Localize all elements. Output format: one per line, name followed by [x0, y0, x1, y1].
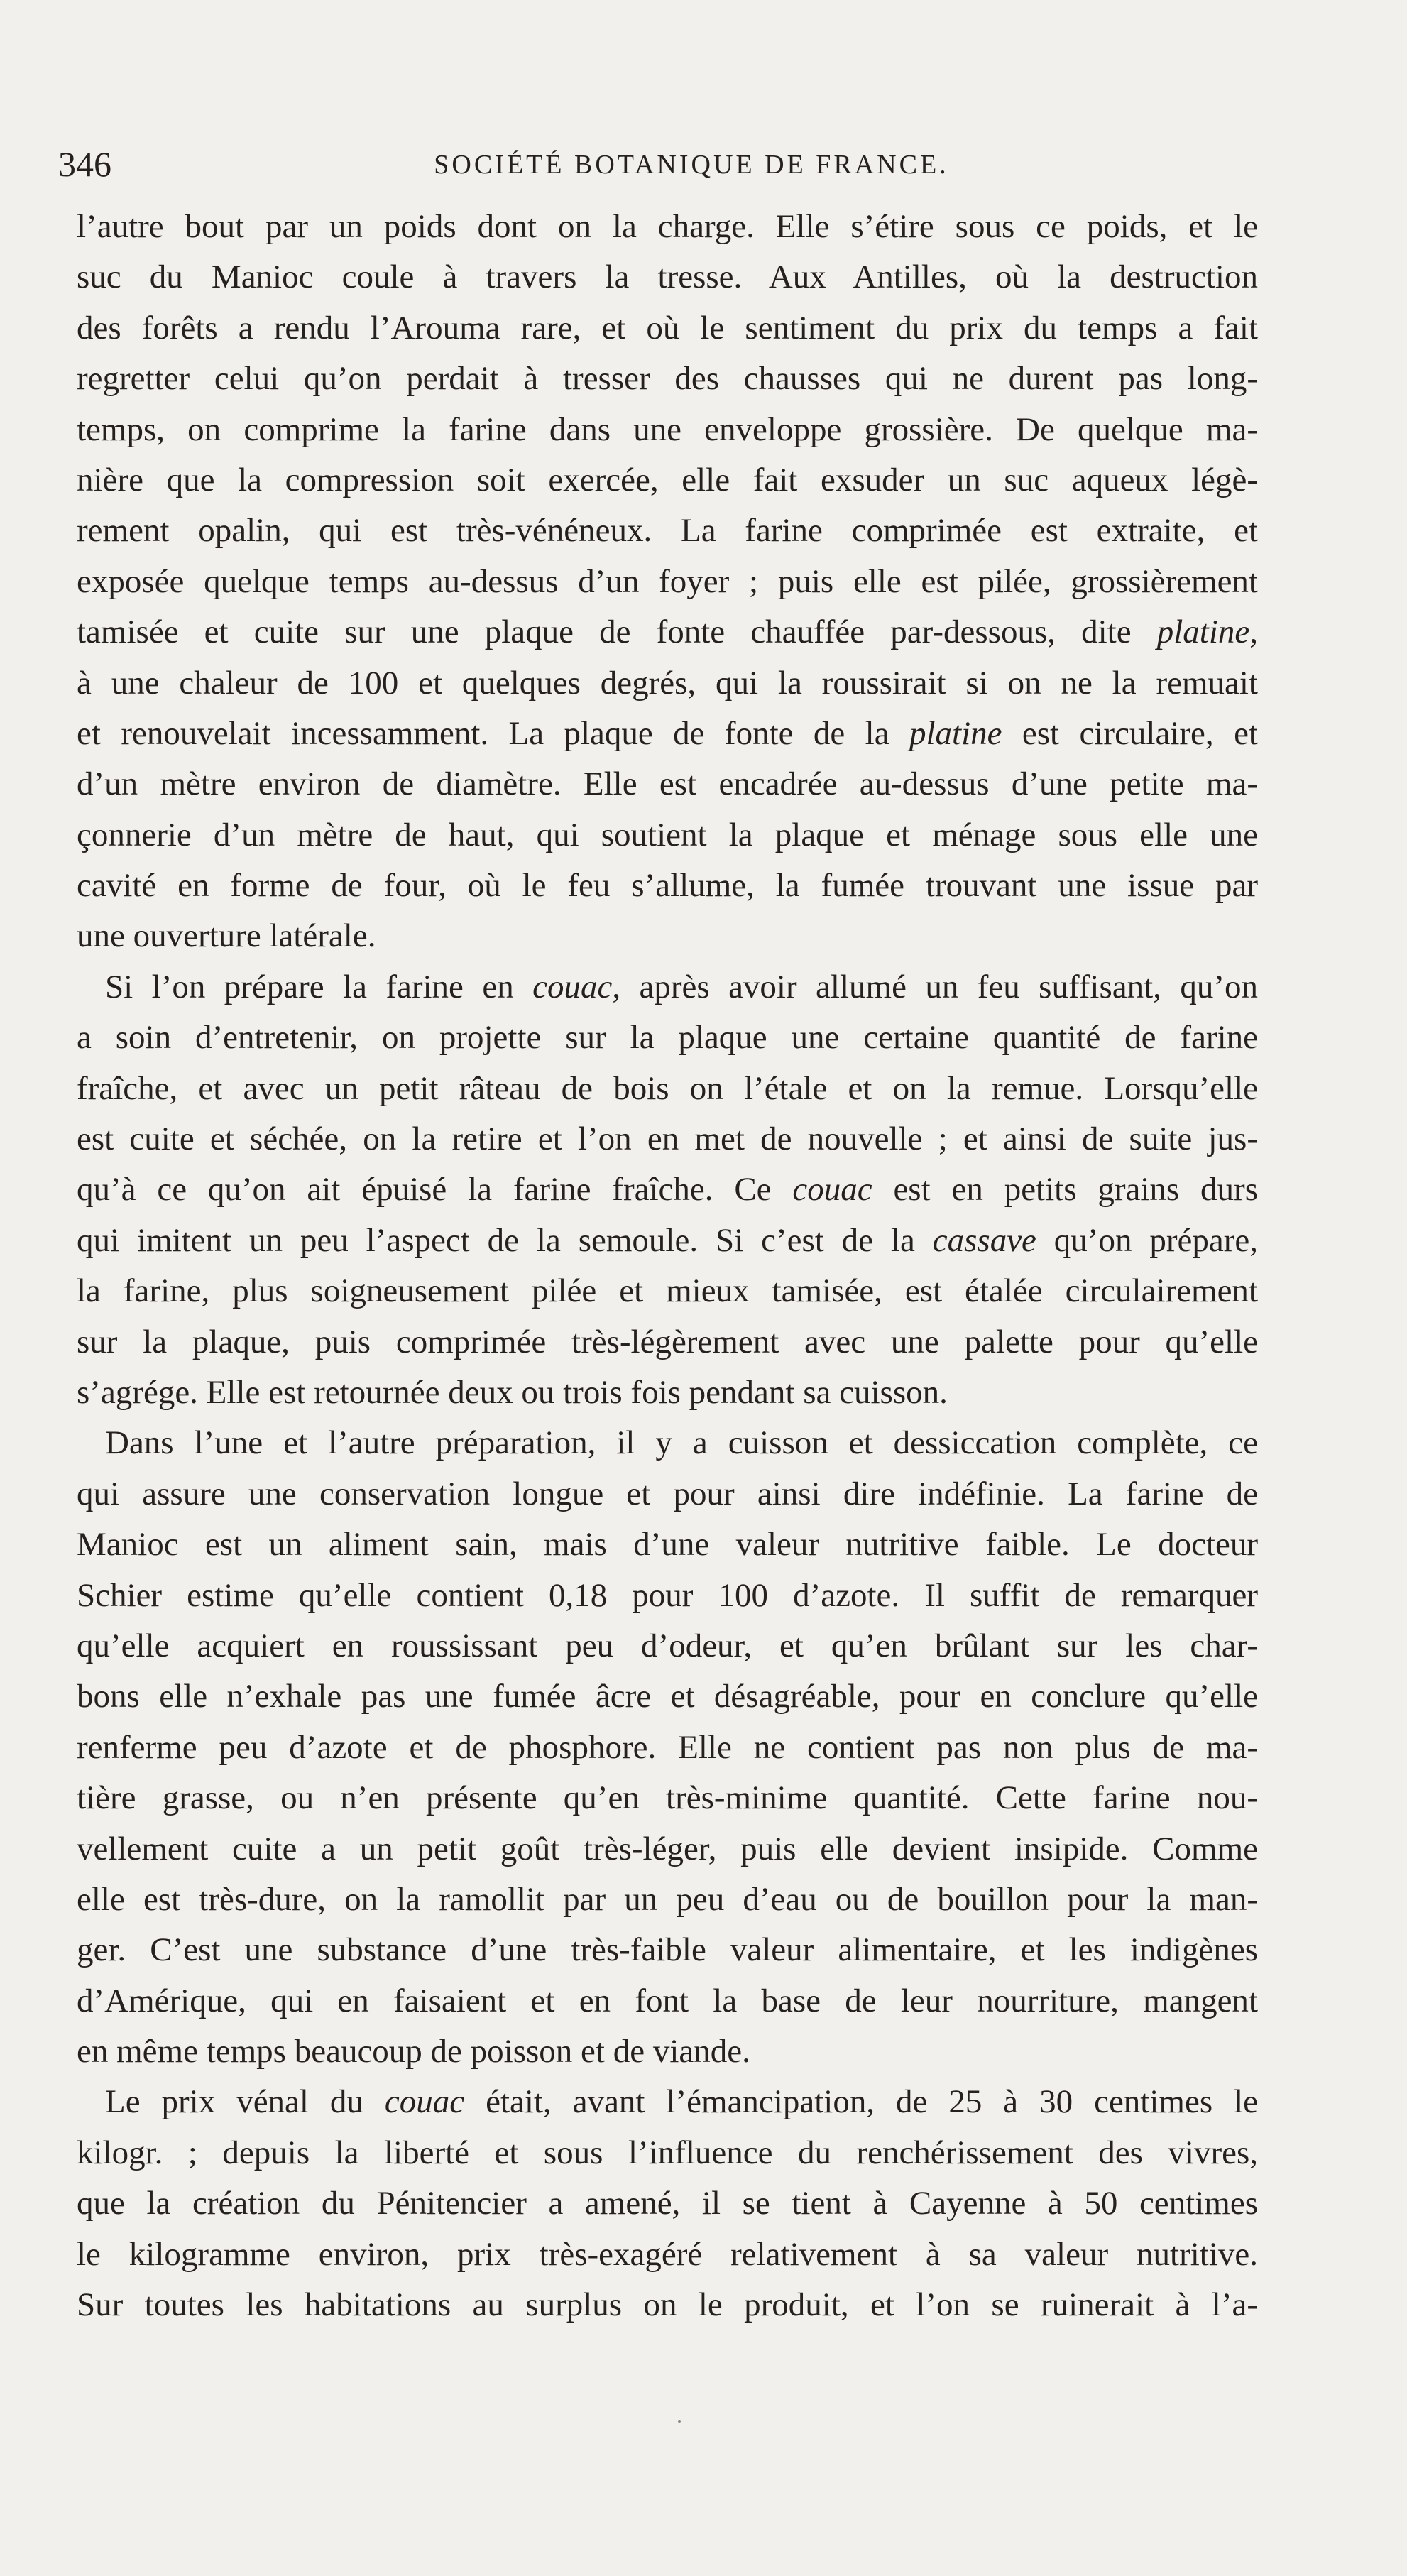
text-line: qui imitent un peu l’aspect de la semoule. Si c’est de la cassave qu’on prépare, — [77, 1221, 1258, 1259]
text-line: est cuite et séchée, on la retire et l’on en met de nouvelle ; et ainsi de suite jus- — [77, 1120, 1258, 1158]
text-line: kilogr. ; depuis la liberté et sous l’influence du renchérissement des vivres, — [77, 2134, 1258, 2171]
text-line: l’autre bout par un poids dont on la charge. Elle s’étire sous ce poids, et le — [77, 208, 1258, 245]
text-line: ger. C’est une substance d’une très-faible valeur alimentaire, et les indigènes — [77, 1931, 1258, 1969]
text-line: Le prix vénal du couac était, avant l’émancipation, de 25 à 30 centimes le — [105, 2083, 1259, 2121]
text-line: le kilogramme environ, prix très-exagéré relativement à sa valeur nutritive. — [77, 2235, 1258, 2273]
text-line: que la création du Pénitencier a amené, il se tient à Cayenne à 50 centimes — [77, 2185, 1258, 2222]
text-line: a soin d’entretenir, on projette sur la plaque une certaine quantité de farine — [77, 1019, 1258, 1057]
text-line: s’agrége. Elle est retournée deux ou trois fois pendant sa cuisson. — [77, 1373, 948, 1411]
text-line: çonnerie d’un mètre de haut, qui soutient la plaque et ménage sous elle une — [77, 816, 1258, 853]
text-line: rement opalin, qui est très-vénéneux. La farine comprimée est extraite, et — [77, 512, 1258, 550]
text-line: des forêts a rendu l’Arouma rare, et où le sentiment du prix du temps a fait — [77, 309, 1258, 346]
text-line: nière que la compression soit exercée, elle fait exsuder un suc aqueux légè- — [77, 461, 1258, 498]
text-line: bons elle n’exhale pas une fumée âcre et désagréable, pour en conclure qu’elle — [77, 1678, 1258, 1715]
text-line: Manioc est un aliment sain, mais d’une valeur nutritive faible. Le docteur — [77, 1526, 1258, 1563]
text-line: exposée quelque temps au-dessus d’un foyer ; puis elle est pilée, grossièrement — [77, 562, 1258, 600]
text-line: qui assure une conservation longue et pour ainsi dire indéfinie. La farine de — [77, 1475, 1258, 1512]
running-head: SOCIÉTÉ BOTANIQUE DE FRANCE. — [434, 150, 949, 180]
text-line: elle est très-dure, on la ramollit par un peu d’eau ou de bouillon pour la man- — [77, 1880, 1258, 1918]
text-line: Schier estime qu’elle contient 0,18 pour 100 d’azote. Il suffit de remarquer — [77, 1576, 1258, 1614]
text-line: d’Amérique, qui en faisaient et en font la base de leur nourriture, mangent — [77, 1982, 1258, 2019]
text-line: d’un mètre environ de diamètre. Elle est encadrée au-dessus d’une petite ma- — [77, 765, 1258, 803]
text-line: vellement cuite a un petit goût très-léger, puis elle devient insipide. Comme — [77, 1830, 1258, 1867]
text-line: tière grasse, ou n’en présente qu’en très-minime quantité. Cette farine nou- — [77, 1779, 1258, 1817]
text-line: regretter celui qu’on perdait à tresser des chausses qui ne durent pas long- — [77, 360, 1258, 398]
text-line: Sur toutes les habitations au surplus on le produit, et l’on se ruinerait à l’a- — [77, 2286, 1258, 2324]
text-line: Si l’on prépare la farine en couac, après avoir allumé un feu suffisant, qu’on — [105, 968, 1259, 1005]
page-header — [58, 139, 1265, 189]
ink-speck — [678, 2420, 681, 2423]
text-line: sur la plaque, puis comprimée très-légèrement avec une palette pour qu’elle — [77, 1323, 1258, 1360]
text-line: Dans l’une et l’autre préparation, il y a cuisson et dessiccation complète, ce — [105, 1424, 1258, 1462]
text-line: suc du Manioc coule à travers la tresse. Aux Antilles, où la destruction — [77, 258, 1258, 296]
page-number: 346 — [58, 144, 111, 184]
text-line: tamisée et cuite sur une plaque de fonte chauffée par-dessous, dite platine, — [77, 613, 1258, 651]
text-line: fraîche, et avec un petit râteau de bois on l’étale et on la remue. Lorsqu’elle — [77, 1069, 1258, 1107]
text-line: qu’à ce qu’on ait épuisé la farine fraîche. Ce couac est en petits grains durs — [77, 1171, 1258, 1208]
text-line: à une chaleur de 100 et quelques degrés, qui la roussirait si on ne la remuait — [77, 664, 1258, 702]
text-line: la farine, plus soigneusement pilée et mieux tamisée, est étalée circulairement — [77, 1272, 1258, 1310]
text-line: qu’elle acquiert en roussissant peu d’odeur, et qu’en brûlant sur les char- — [77, 1627, 1258, 1664]
text-line: cavité en forme de four, où le feu s’allume, la fumée trouvant une issue par — [77, 867, 1258, 905]
text-line: et renouvelait incessamment. La plaque de fonte de la platine est circulaire, et — [77, 714, 1258, 752]
text-line: une ouverture latérale. — [77, 917, 376, 955]
text-line: en même temps beaucoup de poisson et de viande. — [77, 2033, 750, 2070]
body-text — [77, 202, 1258, 2330]
text-line: temps, on comprime la farine dans une enveloppe grossière. De quelque ma- — [77, 410, 1258, 448]
text-line: renferme peu d’azote et de phosphore. Elle ne contient pas non plus de ma- — [77, 1728, 1258, 1766]
